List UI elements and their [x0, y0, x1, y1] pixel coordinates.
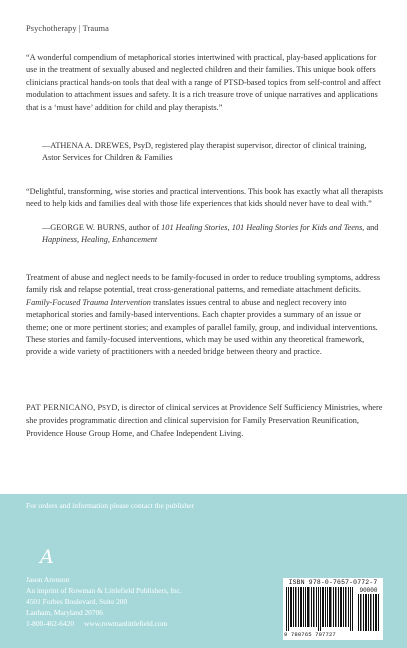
barcode-addon-bars — [358, 594, 380, 631]
publisher-address-line2: Lanham, Maryland 20706 — [26, 608, 103, 617]
endorser-name: GEORGE W. BURNS — [50, 223, 125, 232]
endorsement-quote-2: “Delightful, transforming, wise stories and practical interventions. This book has exactly what all therapists need to help kids and families deal with those life experiences that kids should never have to deal with.” — [26, 187, 383, 209]
publisher-name: Jason Aronson — [26, 575, 70, 584]
book-title: Happiness, Healing, Enhancement — [42, 235, 158, 245]
description-text: translates issues central to abuse and neglect recovery into metaphorical stories and family-based interventions. Each chapter provides a summary of an issue or theme; one or more pertinent stories; and examples of parallel family, group, and individual interventions. These stories and family-focused interventions, which may be used within any theoretical framework, provide a wide variety of practitioners with a needed bridge between theory and practice. — [26, 297, 378, 357]
contact-line: For orders and information please contact the publisher — [26, 501, 195, 510]
endorsement-attribution-2 — [42, 222, 383, 247]
attribution-dash: — — [42, 223, 51, 232]
publisher-logo: A — [40, 546, 54, 568]
book-title: Family-Focused Trauma Intervention — [26, 297, 151, 307]
author-bio — [26, 402, 383, 440]
endorsement-quote-1: “A wonderful compendium of metaphorical stories intertwined with practical, play-based applications for use in the treatment of sexually abused and neglected children and their families. This unique book offers clinicians practical hands-on tools that deal with a range of PTSD-based topics from self-control and affect modulation to attachment issues and safety. It is a rich treasure trove of unique narratives and applications that is a ‘must have’ addition for child and play therapists.” — [26, 53, 381, 112]
publisher-phone: 1-800-462-6420 — [26, 619, 75, 628]
category-label: Psychotherapy | Trauma — [26, 24, 109, 33]
endorser-details: , PsyD, registered play therapist supervisor, director of clinical training, Astor Services for Children & Families — [42, 141, 367, 163]
publisher-address-line1: 4501 Forbes Boulevard, Suite 200 — [26, 597, 128, 606]
author-bio-text: , is director of clinical services at Providence Self Sufficiency Ministries, where she provides programmatic direction and clinical supervision for Family Preservation Reunification, Providence House Group Home, and Chafee Independent Living. — [26, 403, 383, 438]
barcode-addon-number: 90000 — [359, 587, 378, 594]
endorser-name: ATHENA A. DREWES — [50, 141, 129, 150]
separator: , — [227, 223, 232, 232]
isbn-barcode — [283, 578, 383, 640]
barcode-bars — [286, 587, 354, 631]
author-degree: , PSYD — [93, 403, 118, 412]
book-description — [26, 272, 383, 359]
barcode-digits: 9 780765 707727 — [284, 631, 336, 638]
book-title: 101 Healing Stories — [161, 223, 228, 232]
publisher-contact — [26, 618, 256, 629]
publisher-imprint: An imprint of Rowman & Littlefield Publishers, Inc. — [26, 586, 182, 595]
attribution-dash: — — [42, 141, 51, 150]
isbn-number: ISBN 978-0-7657-0772-7 — [288, 579, 378, 586]
book-title: 101 Healing Stories for Kids and Teens — [231, 223, 363, 232]
publisher-url: www.rowmanlittlefield.com — [84, 619, 168, 628]
endorsement-attribution-1 — [42, 140, 383, 165]
author-name: PAT PERNICANO — [26, 403, 94, 412]
description-text: Treatment of abuse and neglect needs to be family-focused in order to reduce troubling symptoms, address family risk and relapse potential, treat cross-generational patterns, and remediate attachment deficits. — [26, 273, 381, 295]
separator: , and — [362, 223, 379, 232]
endorser-details: , author of — [124, 223, 162, 232]
